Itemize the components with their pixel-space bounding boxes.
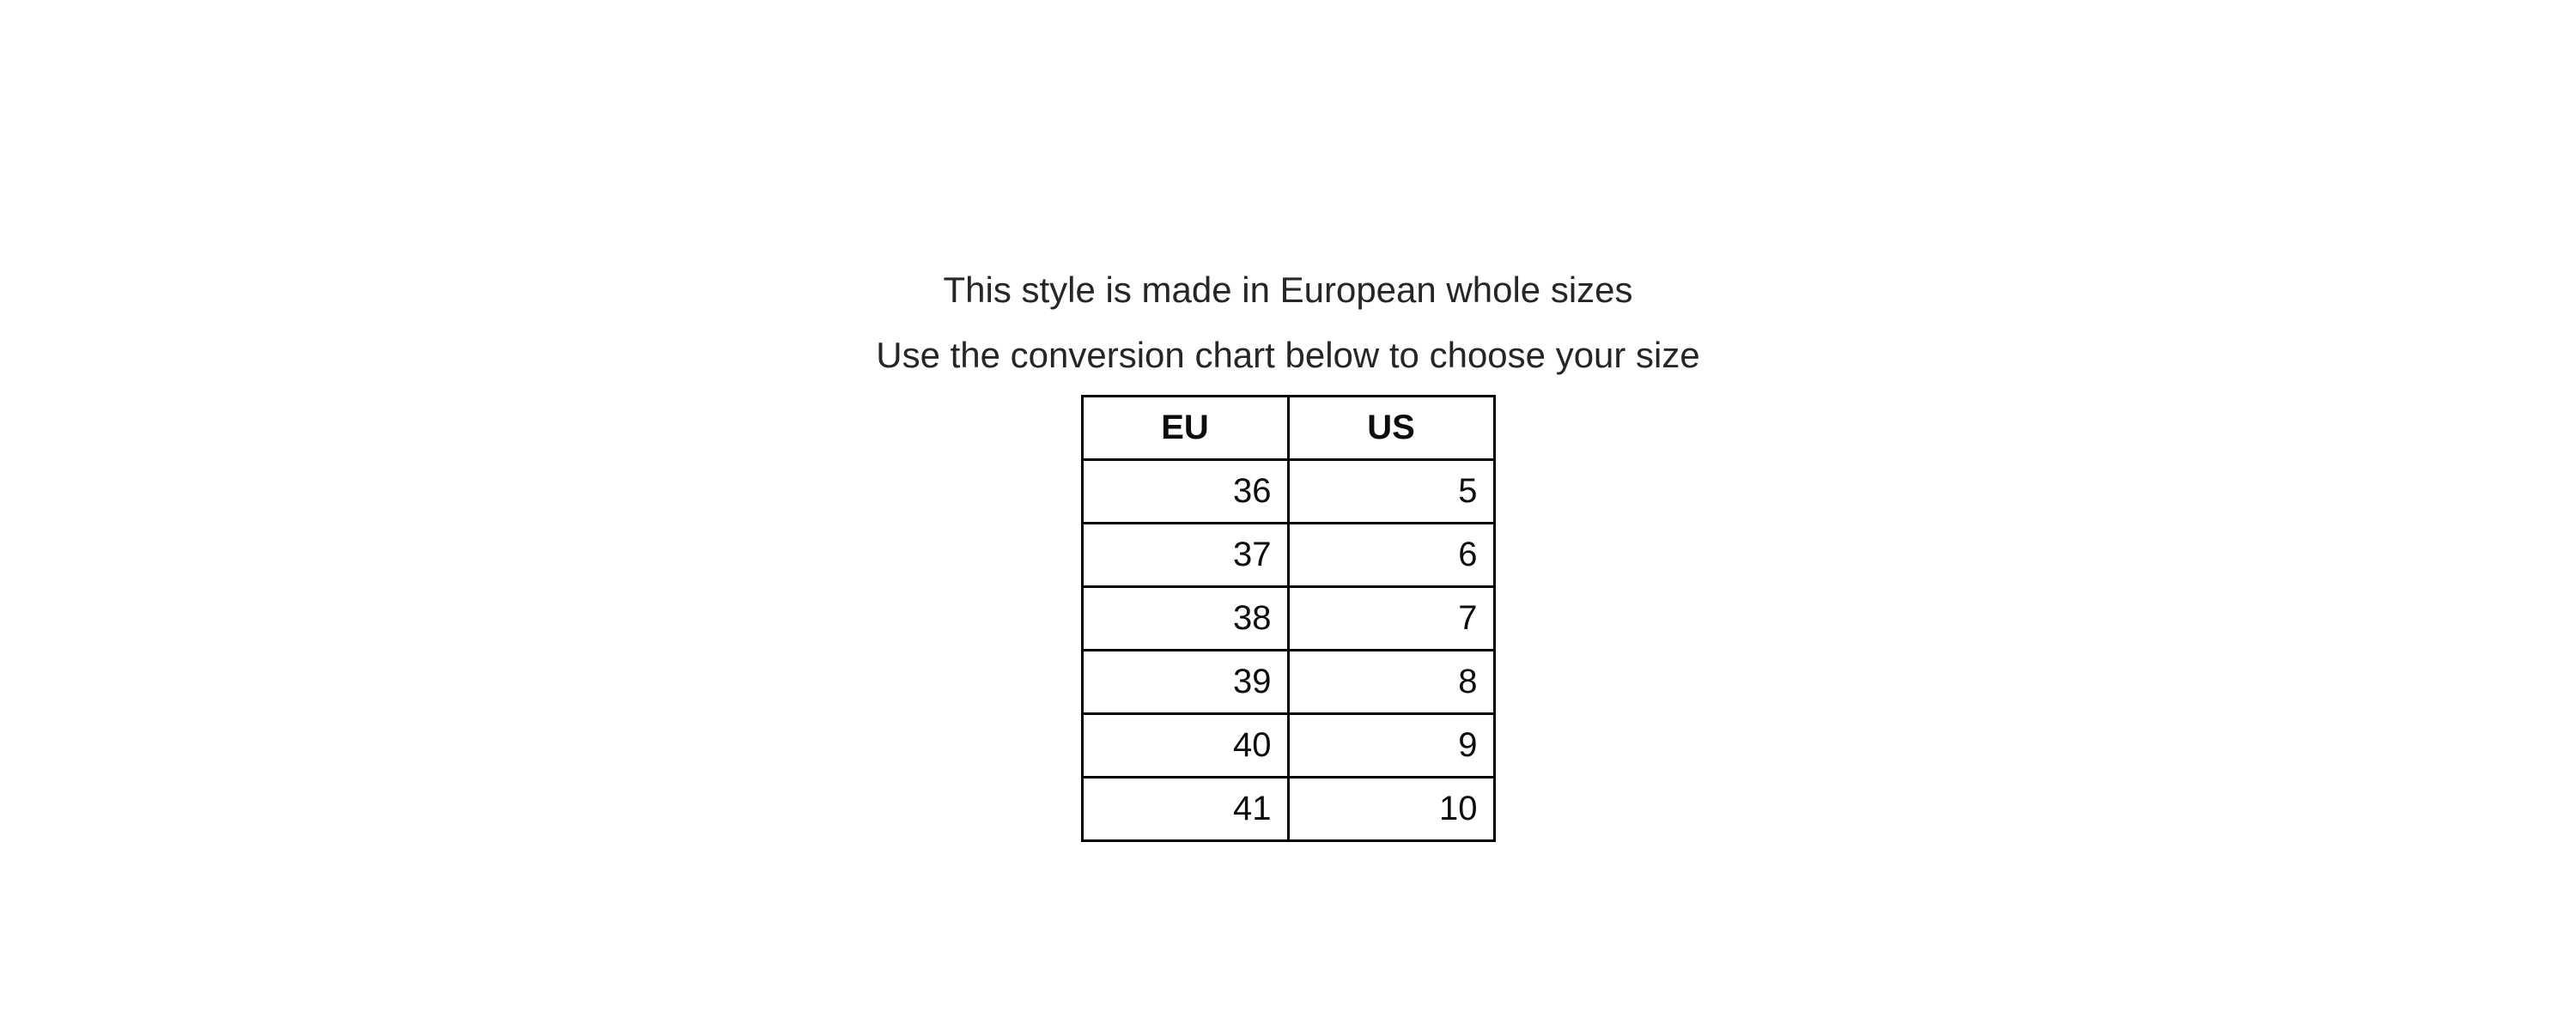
size-chart-wrapper	[721, 395, 1855, 842]
column-header-eu: EU	[1082, 397, 1288, 460]
table-row	[1082, 460, 1494, 524]
table-row	[1082, 778, 1494, 841]
cell-eu: 40	[1082, 714, 1288, 778]
cell-eu: 37	[1082, 524, 1288, 587]
cell-us: 6	[1288, 524, 1494, 587]
table-row	[1082, 524, 1494, 587]
intro-line-1: This style is made in European whole sizes	[943, 270, 1633, 310]
cell-us: 9	[1288, 714, 1494, 778]
table-row	[1082, 587, 1494, 651]
column-header-us: US	[1288, 397, 1494, 460]
cell-us: 5	[1288, 460, 1494, 524]
table-header	[1082, 397, 1494, 460]
intro-line-2: Use the conversion chart below to choose your size	[876, 335, 1700, 375]
cell-eu: 38	[1082, 587, 1288, 651]
cell-eu: 41	[1082, 778, 1288, 841]
table-header-row	[1082, 397, 1494, 460]
size-conversion-table	[1081, 395, 1496, 842]
cell-us: 7	[1288, 587, 1494, 651]
table-row	[1082, 651, 1494, 714]
size-conversion-block	[721, 258, 1855, 842]
cell-us: 8	[1288, 651, 1494, 714]
table-row	[1082, 714, 1494, 778]
cell-eu: 39	[1082, 651, 1288, 714]
cell-eu: 36	[1082, 460, 1288, 524]
table-body	[1082, 460, 1494, 841]
cell-us: 10	[1288, 778, 1494, 841]
